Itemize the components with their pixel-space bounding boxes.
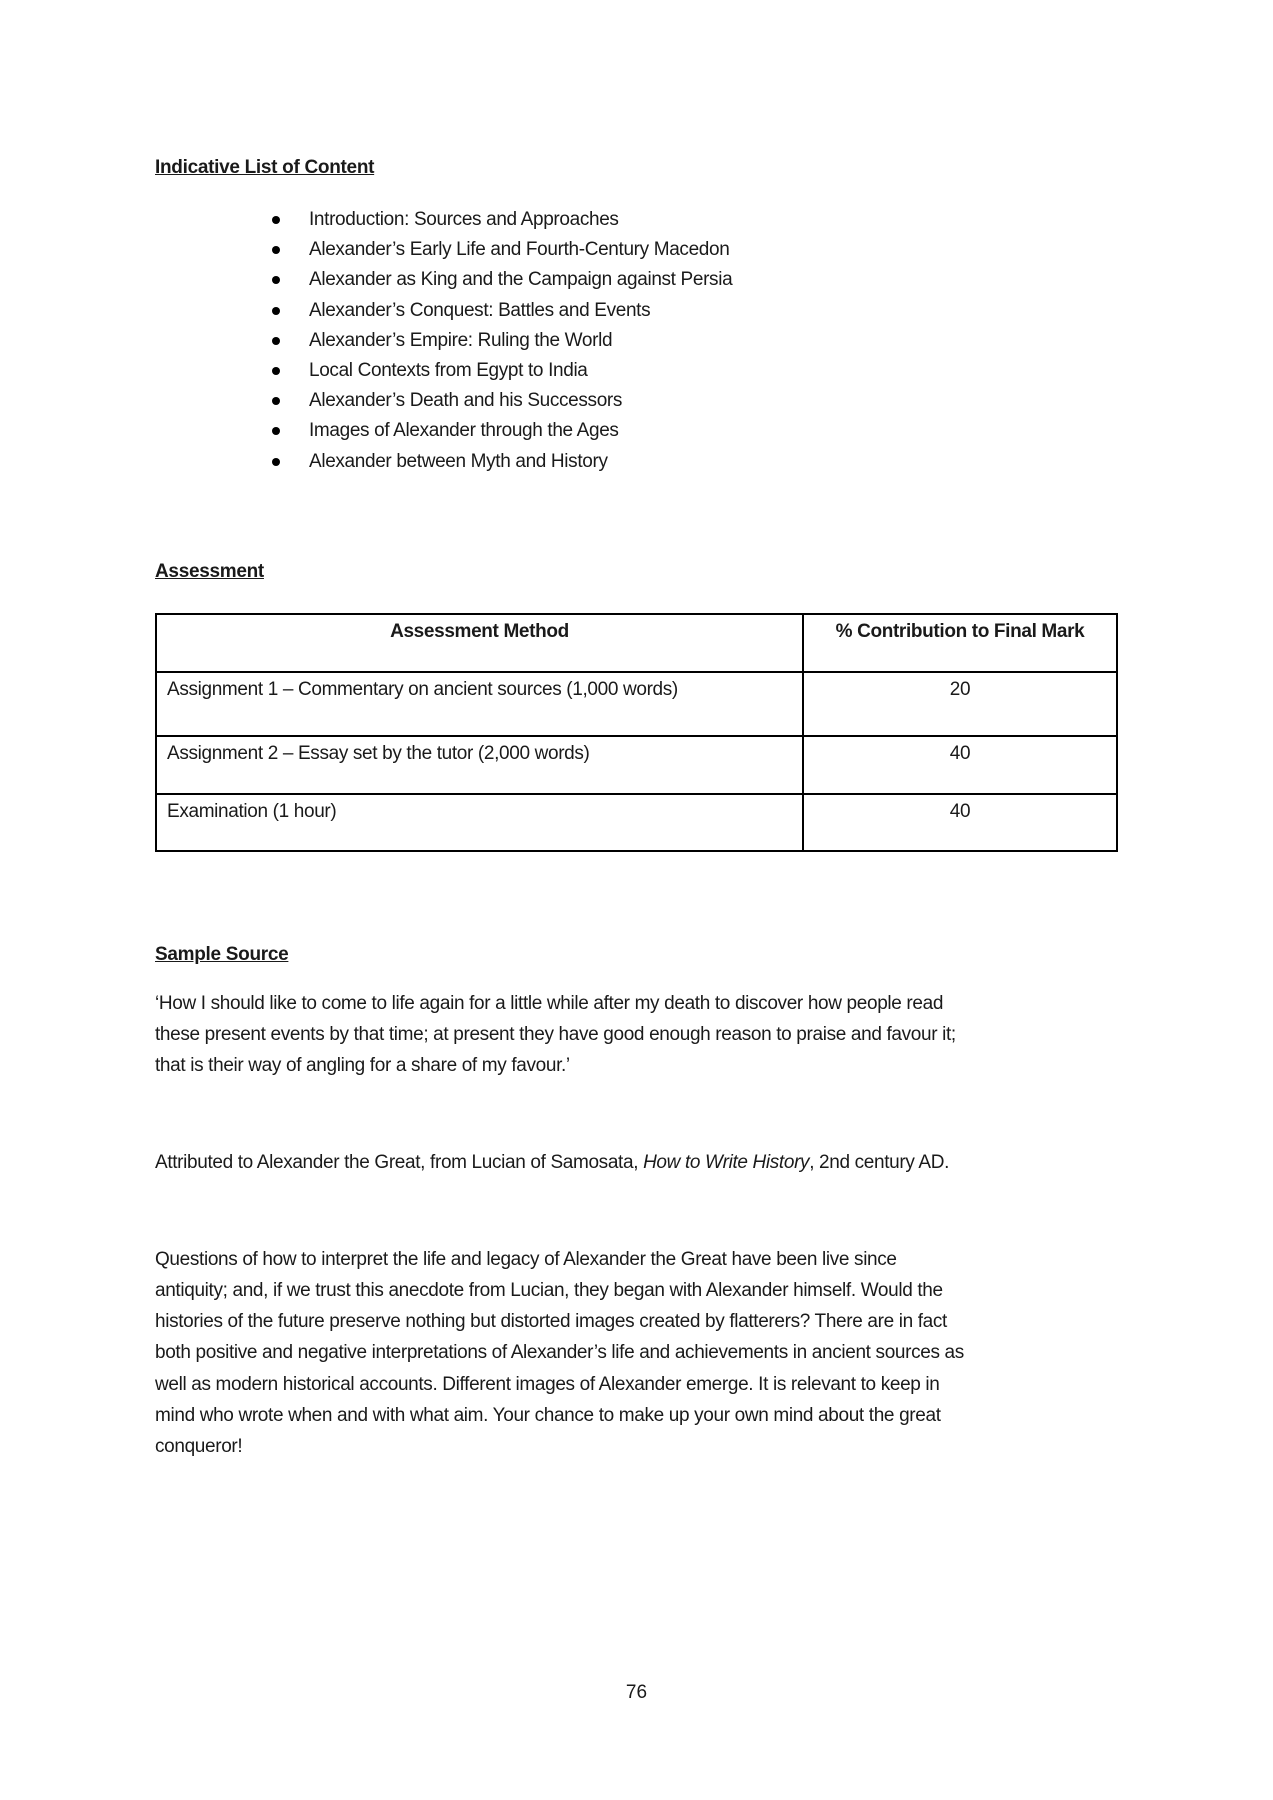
list-item-text: Alexander’s Death and his Successors [309, 390, 623, 412]
paragraph-line: antiquity; and, if we trust this anecdote from Lucian, they began with Alexander himself. Would the [155, 1280, 943, 1301]
column-header-method: Assessment Method [156, 614, 803, 672]
work-title: How to Write History [643, 1152, 810, 1173]
paragraph-line: both positive and negative interpretations of Alexander’s life and achievements in ancient sources as [155, 1342, 964, 1363]
list-item-text: Introduction: Sources and Approaches [309, 209, 619, 230]
method-cell: Examination (1 hour) [156, 794, 803, 851]
assessment-heading: Assessment [155, 561, 264, 582]
content-list-heading: Indicative List of Content [155, 157, 375, 178]
list-item [272, 326, 732, 356]
list-item-text: Alexander between Myth and History [309, 450, 608, 472]
bullet-icon [272, 427, 280, 435]
list-item [272, 296, 732, 326]
list-item-text: Alexander’s Conquest: Battles and Events [309, 299, 651, 321]
list-item [272, 235, 732, 265]
bullet-icon [272, 276, 280, 284]
paragraph-line: well as modern historical accounts. Different images of Alexander emerge. It is relevant to keep in [155, 1374, 940, 1395]
bullet-icon [272, 458, 280, 466]
contribution-cell: 20 [803, 672, 1117, 736]
paragraph-line: mind who wrote when and with what aim. Your chance to make up your own mind about the great [155, 1405, 941, 1426]
table-row [156, 794, 1117, 851]
attribution-text: Attributed to Alexander the Great, from Lucian of Samosata, [155, 1152, 644, 1173]
paragraph-line: conqueror! [155, 1436, 243, 1457]
method-cell: Assignment 2 – Essay set by the tutor (2,000 words) [156, 736, 803, 794]
column-header-contribution: % Contribution to Final Mark [803, 614, 1117, 672]
sample-source-heading: Sample Source [155, 944, 289, 965]
quote-line: ‘How I should like to come to life again for a little while after my death to discover how people read [155, 993, 944, 1014]
method-cell: Assignment 1 – Commentary on ancient sources (1,000 words) [156, 672, 803, 736]
list-item-text: Images of Alexander through the Ages [309, 420, 619, 442]
list-item-text: Alexander as King and the Campaign against Persia [309, 269, 733, 291]
bullet-icon [272, 337, 280, 345]
assessment-table [155, 613, 1118, 852]
contribution-cell: 40 [803, 736, 1117, 794]
bullet-icon [272, 397, 280, 405]
paragraph-line: Questions of how to interpret the life and legacy of Alexander the Great have been live since [155, 1249, 897, 1270]
list-item [272, 265, 732, 295]
list-item [272, 416, 732, 446]
content-list [272, 205, 732, 477]
attribution-text-end: , 2nd century AD. [809, 1152, 950, 1173]
quote-line: these present events by that time; at present they have good enough reason to praise and favour it; [155, 1024, 956, 1045]
list-item [272, 205, 732, 235]
bullet-icon [272, 367, 280, 375]
bullet-icon [272, 246, 280, 254]
quote-line: that is their way of angling for a share of my favour.’ [155, 1055, 570, 1076]
bullet-icon [272, 216, 280, 224]
page-number: 76 [625, 1682, 648, 1703]
list-item [272, 356, 732, 386]
list-item-text: Alexander’s Empire: Ruling the World [309, 329, 613, 351]
table-row [156, 672, 1117, 736]
list-item-text: Local Contexts from Egypt to India [309, 359, 588, 381]
list-item [272, 386, 732, 416]
table-header-row [156, 614, 1117, 672]
attribution [155, 1152, 949, 1174]
table-row [156, 736, 1117, 794]
list-item-text: Alexander’s Early Life and Fourth-Century Macedon [309, 239, 730, 261]
bullet-icon [272, 307, 280, 315]
list-item [272, 447, 732, 477]
paragraph-line: histories of the future preserve nothing but distorted images created by flatterers? There are in fact [155, 1311, 947, 1332]
contribution-cell: 40 [803, 794, 1117, 851]
